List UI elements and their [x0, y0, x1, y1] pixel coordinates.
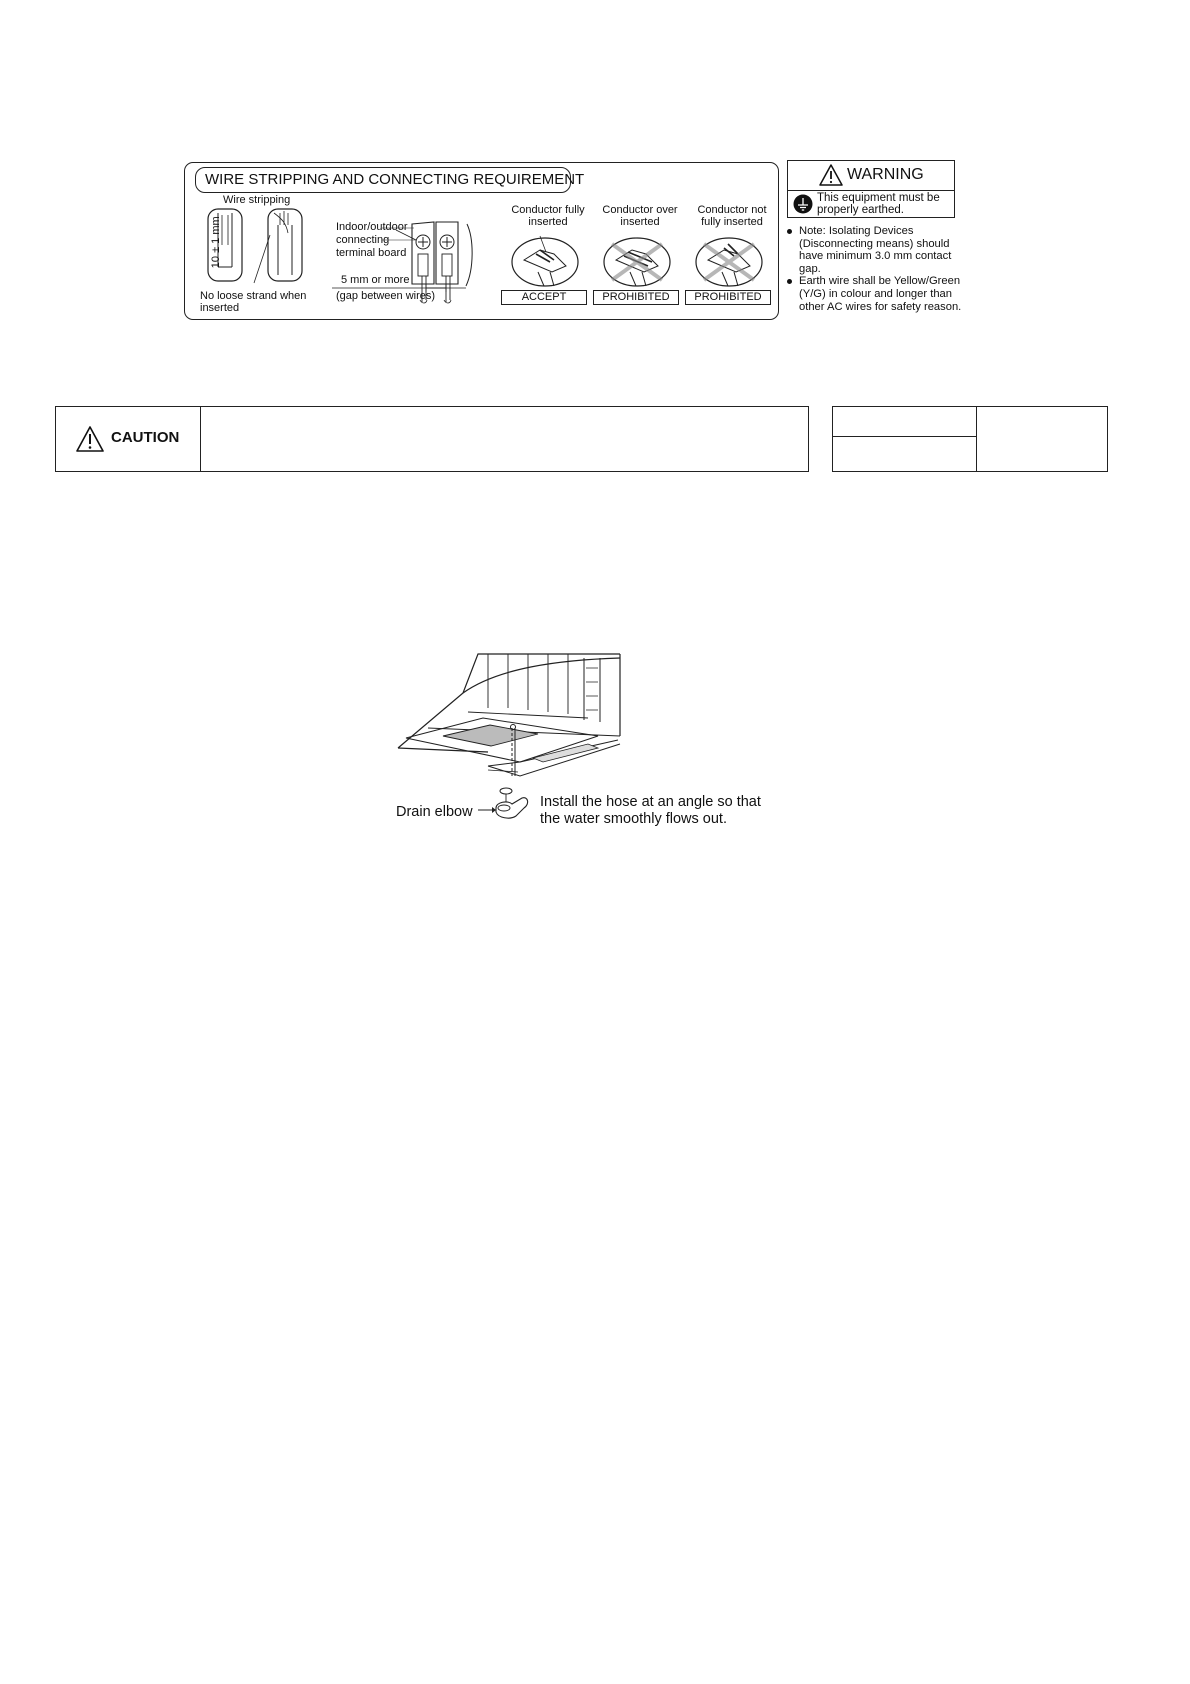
- terminal-label-line3: terminal board: [336, 247, 407, 259]
- status-prohibited-not-fully: PROHIBITED: [685, 290, 771, 305]
- caution-box: [55, 406, 809, 472]
- conductor-fully-caption-line1: Conductor fully: [511, 204, 585, 216]
- table-divider-horizontal: [833, 436, 976, 437]
- note-isolating-devices: [799, 225, 975, 275]
- gap-label: 5 mm or more: [341, 274, 410, 286]
- conductor-over-caption-line1: Conductor over: [602, 204, 678, 216]
- note-line: have minimum 3.0 mm contact: [799, 250, 952, 263]
- warning-triangle-icon: [819, 164, 843, 186]
- conductor-over-inserted-icon: [602, 232, 672, 288]
- no-loose-strand-line2: inserted: [200, 302, 240, 314]
- caution-label-cell: [56, 407, 201, 471]
- bullet-icon: [787, 229, 792, 234]
- note-line: Note: Isolating Devices: [799, 225, 914, 237]
- note-line: other AC wires for safety reason.: [799, 300, 962, 313]
- warning-title: WARNING: [847, 166, 924, 183]
- status-prohibited-over: PROHIBITED: [593, 290, 679, 305]
- safety-notes: [799, 225, 975, 313]
- caution-label: CAUTION: [111, 429, 180, 446]
- note-line: gap.: [799, 262, 821, 275]
- conductor-not-fully-inserted-icon: [694, 232, 764, 288]
- strip-length-label: 10 ± 1 mm: [209, 216, 222, 269]
- note-line: (Y/G) in colour and longer than: [799, 287, 952, 300]
- conductor-not-fully-caption-line2: fully inserted: [701, 216, 763, 228]
- hose-note-line1: Install the hose at an angle so that: [540, 794, 761, 810]
- gap-note: (gap between wires): [336, 290, 436, 302]
- no-loose-strand-line1: No loose strand when: [200, 290, 307, 302]
- hose-note-line2: the water smoothly flows out.: [540, 811, 727, 827]
- table-divider-vertical: [976, 407, 977, 471]
- terminal-label-line1: Indoor/outdoor: [336, 221, 408, 233]
- reference-table: [832, 406, 1108, 472]
- caution-triangle-icon: [76, 426, 104, 452]
- conductor-fully-inserted-icon: [510, 232, 580, 288]
- conductor-fully-caption-line2: inserted: [528, 216, 568, 228]
- warning-header: [788, 161, 954, 191]
- warning-text-line2: properly earthed.: [817, 204, 904, 216]
- warning-text-line1: This equipment must be: [817, 192, 940, 204]
- bullet-icon: [787, 279, 792, 284]
- note-earth-wire: [799, 275, 975, 313]
- status-accept: ACCEPT: [501, 290, 587, 305]
- panel-title: WIRE STRIPPING AND CONNECTING REQUIREMENT: [195, 167, 571, 193]
- terminal-label-line2: connecting: [336, 234, 390, 246]
- conductor-over-caption-line2: inserted: [620, 216, 660, 228]
- drain-elbow-label: Drain elbow: [396, 804, 473, 820]
- conductor-not-fully-caption-line1: Conductor not: [697, 204, 767, 216]
- warning-box: [787, 160, 955, 218]
- note-line: (Disconnecting means) should: [799, 237, 950, 250]
- note-line: Earth wire shall be Yellow/Green: [799, 275, 961, 288]
- wire-stripping-label: Wire stripping: [223, 194, 291, 206]
- earth-ground-icon: [793, 194, 813, 214]
